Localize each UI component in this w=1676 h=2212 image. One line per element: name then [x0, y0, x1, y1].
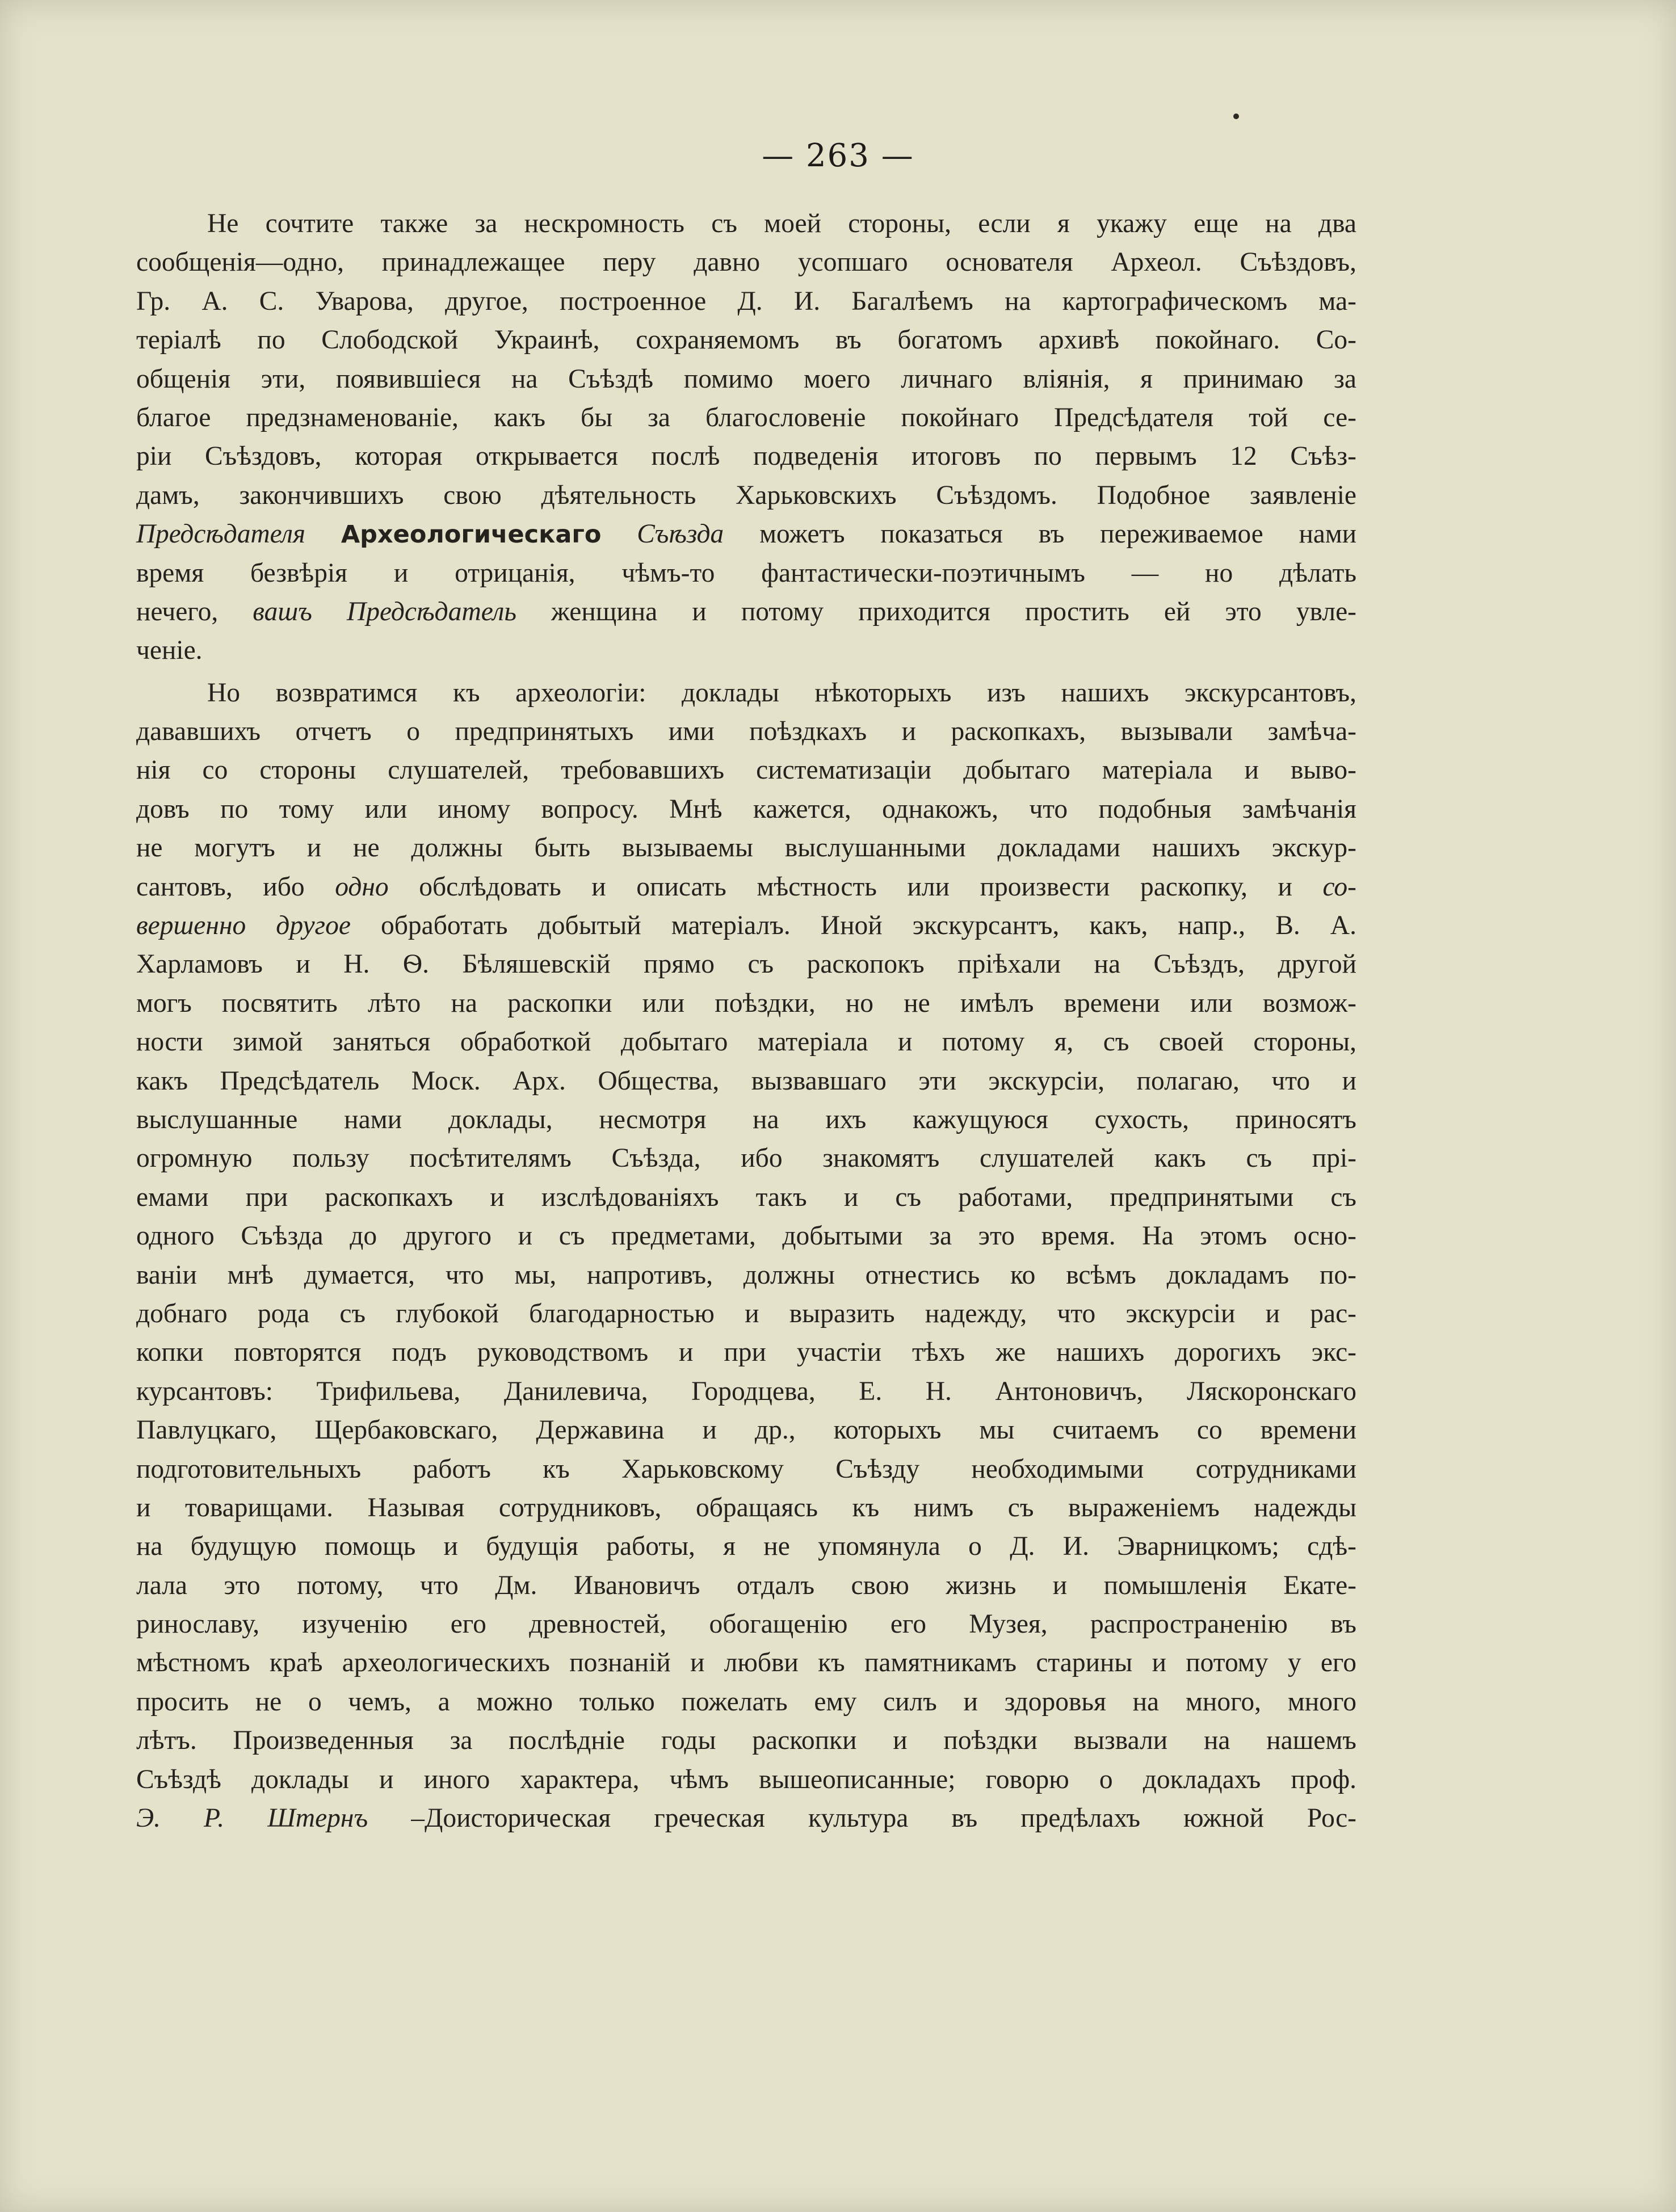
text-span: обработать добытый матеріалъ. Иной экскурсантъ, какъ, напр., В. А. — [350, 911, 1356, 941]
text-line — [136, 868, 1356, 906]
text-line: дававшихъ отчетъ о предпринятыхъ ими поѣздкахъ и раскопкахъ, вызывали замѣча- — [136, 717, 1356, 747]
text-span: сантовъ, ибо — [136, 872, 335, 902]
text-line: Съѣздѣ доклады и иного характера, чѣмъ вышеописанные; говорю о докладахъ проф. — [136, 1764, 1356, 1794]
text-line: довъ по тому или иному вопросу. Мнѣ кажется, однакожъ, что подобныя замѣчанія — [136, 794, 1356, 824]
text-line: на будущую помощь и будущія работы, я не упомянула о Д. И. Эварницкомъ; сдѣ- — [136, 1532, 1356, 1562]
text-line: ности зимой заняться обработкой добытаго матеріала и потому я, съ своей стороны, — [136, 1027, 1356, 1057]
text-line: мѣстномъ краѣ археологическихъ познаній и любви къ памятникамъ старины и потому у его — [136, 1648, 1356, 1678]
text-line: теріалѣ по Слободской Украинѣ, сохраняемомъ въ богатомъ архивѣ покойнаго. Со- — [136, 325, 1356, 355]
text-span: обслѣдовать и описать мѣстность или произвести раскопку, и — [388, 872, 1323, 902]
italic-span: вершенно другое — [136, 911, 351, 941]
italic-span: Э. Р. Штернъ — [136, 1803, 368, 1833]
italic-span: вашъ Предсѣдатель — [253, 596, 516, 626]
text-line: не могутъ и не должны быть вызываемы выслушанными докладами нашихъ экскур- — [136, 833, 1356, 863]
text-line: подготовительныхъ работъ къ Харьковскому Съѣзду необходимыми сотрудниками — [136, 1454, 1356, 1484]
text-line: одного Съѣзда до другого и съ предметами, добытыми за это время. На этомъ осно- — [136, 1221, 1356, 1251]
italic-span: Съѣзда — [637, 519, 724, 549]
text-line: ченіе. — [136, 636, 203, 666]
text-span — [601, 519, 637, 549]
italic-span: со- — [1322, 872, 1356, 902]
text-line: ваніи мнѣ думается, что мы, напротивъ, должны отнестись ко всѣмъ докладамъ по- — [136, 1260, 1356, 1290]
text-span: можетъ показаться въ переживаемое нами — [724, 519, 1357, 549]
text-line: Но возвратимся къ археологіи: доклады нѣкоторыхъ изъ нашихъ экскурсантовъ, — [207, 678, 1356, 708]
text-line: ринославу, изученію его древностей, обогащенію его Музея, распространенію въ — [136, 1609, 1356, 1639]
text-line: выслушанные нами доклады, несмотря на ихъ кажущуюся сухость, приносятъ — [136, 1104, 1356, 1134]
text-line: огромную пользу посѣтителямъ Съѣзда, ибо знакомятъ слушателей какъ съ прі- — [136, 1143, 1356, 1174]
text-line: Харламовъ и Н. Ѳ. Бѣляшевскій прямо съ раскопокъ пріѣхали на Съѣздъ, другой — [136, 949, 1356, 979]
text-line — [136, 592, 1356, 631]
text-line — [136, 1799, 1356, 1837]
text-line: общенія эти, появившіеся на Съѣздѣ помимо моего личнаго вліянія, я принимаю за — [136, 364, 1356, 394]
text-line: Гр. А. С. Уварова, другое, построенное Д. И. Багалѣемъ на картографическомъ ма- — [136, 286, 1356, 316]
text-span: нечего, — [136, 596, 253, 626]
text-span — [305, 519, 341, 549]
text-line: просить не о чемъ, а можно только пожелать ему силъ и здоровья на много, много — [136, 1687, 1356, 1717]
text-line: Павлуцкаго, Щербаковскаго, Державина и др., которыхъ мы считаемъ со времени — [136, 1415, 1356, 1445]
text-line: курсантовъ: Трифильева, Данилевича, Городцева, Е. Н. Антоновичъ, Ляскоронскаго — [136, 1376, 1356, 1406]
text-line: дамъ, закончившихъ свою дѣятельность Харьковскихъ Съѣздомъ. Подобное заявленіе — [136, 480, 1356, 510]
text-line: время безвѣрія и отрицанія, чѣмъ-то фантастически-поэтичнымъ — но дѣлать — [136, 558, 1356, 588]
text-line: благое предзнаменованіе, какъ бы за благословеніе покойнаго Предсѣдателя той се- — [136, 402, 1356, 432]
text-line: и товарищами. Называя сотрудниковъ, обращаясь къ нимъ съ выраженіемъ надежды — [136, 1492, 1356, 1523]
text-line — [136, 515, 1356, 553]
text-line: лѣтъ. Произведенныя за послѣдніе годы раскопки и поѣздки вызвали на нашемъ — [136, 1726, 1356, 1756]
text-span: –Доисторическая греческая культура въ предѣлахъ южной Рос- — [368, 1803, 1356, 1833]
text-line: копки повторятся подъ руководствомъ и при участіи тѣхъ же нашихъ дорогихъ экс- — [136, 1338, 1356, 1368]
italic-span: одно — [335, 872, 389, 902]
bold-span: Археологическаго — [341, 520, 602, 549]
text-line: Не сочтите также за нескромность съ моей стороны, если я укажу еще на два — [207, 209, 1356, 238]
italic-span: Предсѣдателя — [136, 519, 305, 549]
text-line: ріи Съѣздовъ, которая открывается послѣ подведенія итоговъ по первымъ 12 Съѣз- — [136, 441, 1356, 472]
text-line: нія со стороны слушателей, требовавшихъ систематизаціи добытаго матеріала и выво- — [136, 755, 1356, 785]
text-line: добнаго рода съ глубокой благодарностью и выразить надежду, что экскурсіи и рас- — [136, 1298, 1356, 1328]
body-text — [136, 204, 1356, 1837]
text-line — [136, 906, 1356, 945]
text-line: емами при раскопкахъ и изслѣдованіяхъ такъ и съ работами, предпринятыми съ — [136, 1182, 1356, 1212]
text-line: сообщенія—одно, принадлежащее перу давно усопшаго основателя Археол. Съѣздовъ, — [136, 247, 1356, 277]
text-line: лала это потому, что Дм. Ивановичъ отдалъ свою жизнь и помышленія Екате- — [136, 1570, 1356, 1600]
text-span: женщина и потому приходится простить ей это увле- — [516, 596, 1356, 626]
text-line: могъ посвятить лѣто на раскопки или поѣздки, но не имѣлъ времени или возмож- — [136, 988, 1356, 1018]
ink-speck — [1233, 113, 1239, 119]
text-line: какъ Предсѣдатель Моск. Арх. Общества, вызвавшаго эти экскурсіи, полагаю, что и — [136, 1066, 1356, 1096]
page-number: — 263 — — [762, 137, 914, 174]
